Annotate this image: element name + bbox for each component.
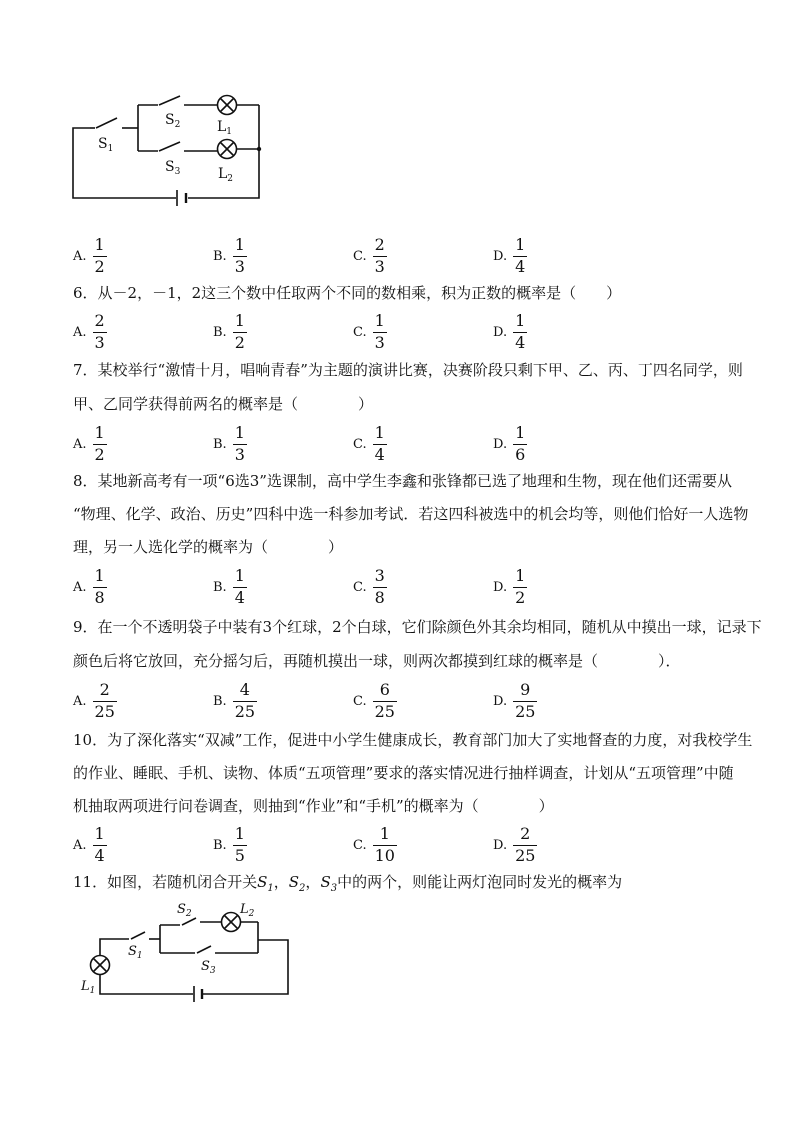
choice-label: B. xyxy=(213,837,227,853)
fraction xyxy=(513,236,527,276)
q10-stem-line-3: 机抽取两项进行问卷调查，则抽到“作业”和“手机”的概率为（ ） xyxy=(73,797,554,815)
choice-d[interactable] xyxy=(493,823,537,867)
fraction xyxy=(513,825,537,865)
denominator: 3 xyxy=(94,333,105,352)
denominator: 25 xyxy=(374,702,395,721)
choice-a[interactable] xyxy=(73,823,107,867)
choice-label: B. xyxy=(213,324,227,340)
choice-a[interactable] xyxy=(73,565,107,609)
circuit-diagram-2 xyxy=(75,893,305,1018)
numerator: 1 xyxy=(515,423,526,442)
choice-b[interactable] xyxy=(213,422,247,466)
numerator: 6 xyxy=(379,680,390,699)
denominator: 3 xyxy=(234,445,245,464)
q6-stem: 6．从－2，－1，2这三个数中任取两个不同的数相乘，积为正数的概率是（ ） xyxy=(73,284,622,302)
fraction xyxy=(233,236,247,276)
numerator: 4 xyxy=(239,680,250,699)
choice-a[interactable] xyxy=(73,679,117,723)
numerator: 1 xyxy=(374,311,385,330)
choice-a[interactable] xyxy=(73,422,107,466)
label-s3: $S_3$ xyxy=(201,959,216,976)
choice-label: A. xyxy=(73,579,87,595)
circuit-1-svg xyxy=(60,88,280,213)
label-s2: $S_2$ xyxy=(177,902,192,919)
fraction xyxy=(233,825,247,865)
fraction xyxy=(233,567,247,607)
numerator: 1 xyxy=(234,824,245,843)
q11-prefix: 11．如图，若随机闭合开关 xyxy=(73,873,258,891)
choice-label: D. xyxy=(493,579,508,595)
denominator: 4 xyxy=(94,846,105,865)
denominator: 10 xyxy=(374,846,395,865)
q8-choices xyxy=(73,565,733,609)
choice-label: B. xyxy=(213,248,227,264)
denominator: 25 xyxy=(515,702,536,721)
choice-d[interactable] xyxy=(493,422,527,466)
denominator: 25 xyxy=(515,846,536,865)
label-l1: $L_1$ xyxy=(217,119,233,137)
choice-c[interactable] xyxy=(353,679,397,723)
fraction xyxy=(93,312,107,352)
separator: ， xyxy=(273,873,289,891)
numerator: 2 xyxy=(520,824,531,843)
fraction xyxy=(513,424,527,464)
label-s3: $S_3$ xyxy=(165,159,181,177)
fraction xyxy=(93,681,117,721)
choice-label: C. xyxy=(353,693,367,709)
numerator: 1 xyxy=(94,566,105,585)
choice-d[interactable] xyxy=(493,565,527,609)
fraction xyxy=(513,567,527,607)
label-s1: $S_1$ xyxy=(98,136,114,154)
choice-c[interactable] xyxy=(353,565,387,609)
label-l1: $L_1$ xyxy=(81,979,96,996)
choice-b[interactable] xyxy=(213,679,257,723)
numerator: 1 xyxy=(374,423,385,442)
q9-stem-line-1: 9．在一个不透明袋子中装有3个红球，2个白球，它们除颜色外其余均相同，随机从中摸出一球，记录下 xyxy=(73,618,762,636)
numerator: 1 xyxy=(94,235,105,254)
choice-label: C. xyxy=(353,248,367,264)
choice-label: A. xyxy=(73,324,87,340)
fraction xyxy=(373,825,397,865)
separator: ， xyxy=(305,873,321,891)
numerator: 2 xyxy=(94,311,105,330)
fraction xyxy=(513,681,537,721)
choice-label: B. xyxy=(213,436,227,452)
choice-label: C. xyxy=(353,837,367,853)
fraction xyxy=(93,424,107,464)
choice-b[interactable] xyxy=(213,823,247,867)
choice-label: D. xyxy=(493,693,508,709)
choice-label: A. xyxy=(73,436,87,452)
label-s2: $S_2$ xyxy=(165,112,181,130)
choice-label: A. xyxy=(73,693,87,709)
choice-label: C. xyxy=(353,436,367,452)
label-l2: $L_2$ xyxy=(218,166,234,184)
denominator: 8 xyxy=(94,588,105,607)
choice-b[interactable] xyxy=(213,565,247,609)
choice-c[interactable] xyxy=(353,823,397,867)
junction-dot xyxy=(257,147,261,151)
circuit-2-svg xyxy=(75,893,305,1018)
fraction xyxy=(373,312,387,352)
fraction xyxy=(233,681,257,721)
fraction xyxy=(373,424,387,464)
label-l2: $L_2$ xyxy=(240,902,255,919)
denominator: 25 xyxy=(94,702,115,721)
numerator: 9 xyxy=(520,680,531,699)
q8-stem-line-3: 理，另一人选化学的概率为（ ） xyxy=(73,538,344,556)
q10-stem-line-1: 10．为了深化落实“双减”工作，促进中小学生健康成长，教育部门加大了实地督查的力度，对我校学生 xyxy=(73,731,753,749)
choice-b[interactable] xyxy=(213,234,247,278)
choice-label: C. xyxy=(353,324,367,340)
q5-choices xyxy=(73,234,733,278)
denominator: 6 xyxy=(515,445,526,464)
q11-suffix: 中的两个，则能让两灯泡同时发光的概率为 xyxy=(337,873,623,891)
fraction xyxy=(373,236,387,276)
choice-d[interactable] xyxy=(493,234,527,278)
numerator: 1 xyxy=(234,311,245,330)
numerator: 1 xyxy=(515,311,526,330)
q7-stem-line-2: 甲、乙同学获得前两名的概率是（ ） xyxy=(73,395,374,413)
q9-stem-line-2: 颜色后将它放回，充分摇匀后，再随机摸出一球，则两次都摸到红球的概率是（ ）． xyxy=(73,652,681,670)
denominator: 4 xyxy=(515,257,526,276)
denominator: 2 xyxy=(94,257,105,276)
q8-stem-line-1: 8．某地新高考有一项“6选3”选课制，高中学生李鑫和张锋都已选了地理和生物，现在他们还需要从 xyxy=(73,472,732,490)
numerator: 1 xyxy=(234,235,245,254)
choice-label: B. xyxy=(213,579,227,595)
fraction xyxy=(233,424,247,464)
denominator: 3 xyxy=(374,257,385,276)
choice-label: D. xyxy=(493,837,508,853)
denominator: 2 xyxy=(234,333,245,352)
choice-c[interactable] xyxy=(353,310,387,354)
numerator: 1 xyxy=(515,235,526,254)
numerator: 1 xyxy=(234,423,245,442)
denominator: 5 xyxy=(234,846,245,865)
numerator: 1 xyxy=(234,566,245,585)
choice-label: D. xyxy=(493,324,508,340)
numerator: 2 xyxy=(99,680,110,699)
denominator: 4 xyxy=(234,588,245,607)
choice-label: B. xyxy=(213,693,227,709)
denominator: 25 xyxy=(234,702,256,721)
label-s1: $S_1$ xyxy=(128,944,143,961)
denominator: 4 xyxy=(515,333,526,352)
numerator: 1 xyxy=(379,824,390,843)
numerator: 1 xyxy=(94,824,105,843)
choice-b[interactable] xyxy=(213,310,247,354)
q6-choices xyxy=(73,310,733,354)
denominator: 2 xyxy=(515,588,526,607)
numerator: 2 xyxy=(374,235,385,254)
q7-choices xyxy=(73,422,733,466)
numerator: 1 xyxy=(94,423,105,442)
denominator: 4 xyxy=(374,445,385,464)
choice-c[interactable] xyxy=(353,234,387,278)
fraction xyxy=(373,681,397,721)
choice-c[interactable] xyxy=(353,422,387,466)
choice-d[interactable] xyxy=(493,310,527,354)
choice-d[interactable] xyxy=(493,679,537,723)
fraction xyxy=(93,236,107,276)
fraction xyxy=(373,567,387,607)
denominator: 2 xyxy=(94,445,105,464)
q10-choices xyxy=(73,823,733,867)
fraction xyxy=(513,312,527,352)
choice-label: A. xyxy=(73,837,87,853)
circuit-diagram-1 xyxy=(60,88,280,213)
q10-stem-line-2: 的作业、睡眠、手机、读物、体质“五项管理”要求的落实情况进行抽样调查，计划从“五项管理”中随 xyxy=(73,764,734,782)
numerator: 1 xyxy=(515,566,526,585)
choice-label: A. xyxy=(73,248,87,264)
numerator: 3 xyxy=(374,566,385,585)
denominator: 3 xyxy=(374,333,385,352)
choice-a[interactable] xyxy=(73,310,107,354)
denominator: 8 xyxy=(374,588,385,607)
choice-a[interactable] xyxy=(73,234,107,278)
fraction xyxy=(93,567,107,607)
switch-s3: $S_3$ xyxy=(320,873,338,894)
denominator: 3 xyxy=(234,257,245,276)
choice-label: C. xyxy=(353,579,367,595)
q9-choices xyxy=(73,679,733,723)
switch-s1: $S_1$ xyxy=(257,873,274,894)
fraction xyxy=(93,825,107,865)
choice-label: D. xyxy=(493,248,508,264)
q8-stem-line-2: “物理、化学、政治、历史”四科中选一科参加考试．若这四科被选中的机会均等，则他们恰好一人选物 xyxy=(73,505,749,523)
fraction xyxy=(233,312,247,352)
q7-stem-line-1: 7．某校举行“激情十月，唱响青春”为主题的演讲比赛，决赛阶段只剩下甲、乙、丙、丁四名同学，则 xyxy=(73,361,743,379)
switch-s2: $S_2$ xyxy=(288,873,306,894)
choice-label: D. xyxy=(493,436,508,452)
